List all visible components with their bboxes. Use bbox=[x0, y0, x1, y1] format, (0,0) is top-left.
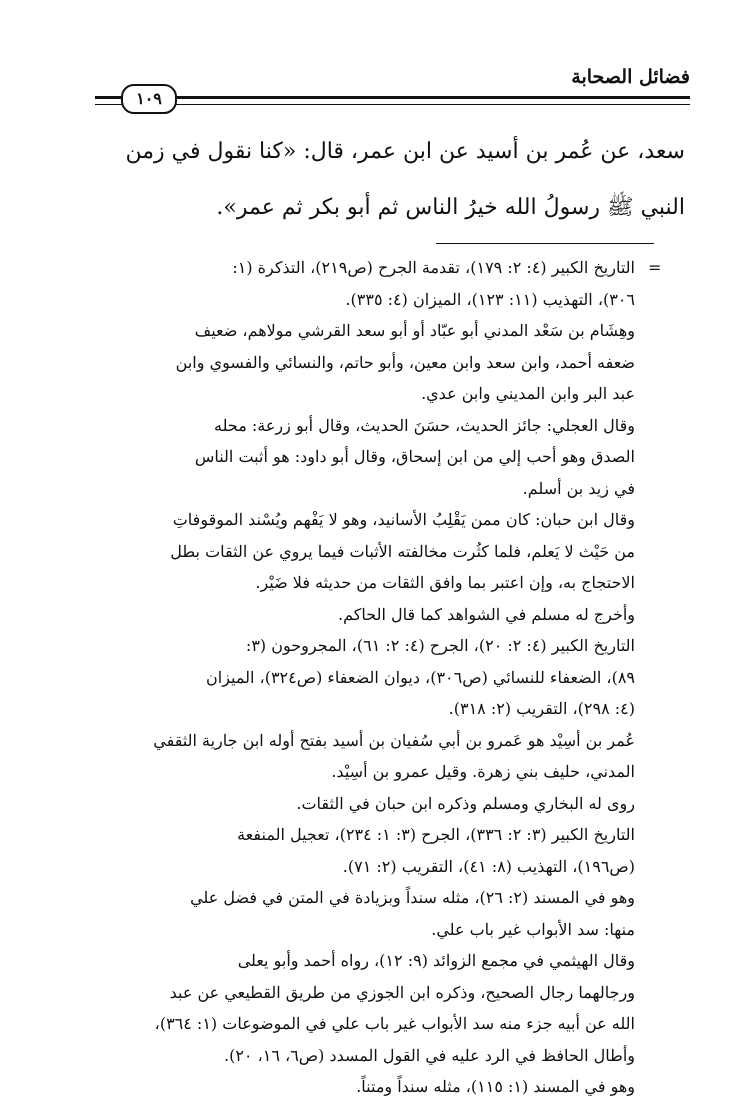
footnote-line: ضعفه أحمد، وابن سعد وابن معين، وأبو حاتم، والنسائي والفسوي وابن bbox=[175, 352, 635, 372]
page-header bbox=[95, 62, 690, 112]
main-text bbox=[100, 124, 685, 236]
footnote-line: روى له البخاري ومسلم وذكره ابن حبان في الثقات. bbox=[296, 793, 635, 813]
footnote-line: وقال العجلي: جائز الحديث، حسَنَ الحديث، وقال أبو زرعة: محله bbox=[214, 415, 635, 435]
running-title: فضائل الصحابة bbox=[571, 66, 690, 88]
footnote-line: ٣٠٦)، التهذيب (١١: ١٢٣)، الميزان (٤: ٣٣٥). bbox=[345, 289, 635, 309]
footnote-line: عبد البر وابن المديني وابن عدي. bbox=[421, 384, 635, 403]
page-number: ١٠٩ bbox=[121, 84, 177, 114]
footnote-line: ورجالهما رجال الصحيح، وذكره ابن الجوزي من طريق القطيعي عن عبد bbox=[169, 982, 635, 1002]
footnotes bbox=[100, 252, 635, 1103]
footnote-line: وأطال الحافظ في الرد عليه في القول المسدد (ص٦، ١٦، ٢٠). bbox=[224, 1045, 635, 1065]
footnote-line: الله عن أبيه جزء منه سد الأبواب غير باب علي في الموضوعات (١: ٣٦٤)، bbox=[154, 1014, 635, 1033]
main-text-line: سعد، عن عُمر بن أسيد عن ابن عمر، قال: «كنا نقول في زمن bbox=[125, 139, 685, 164]
footnote-line: الاحتجاج به، وإن اعتبر بما وافق الثقات من حديثه فلا ضَيْر. bbox=[255, 573, 635, 592]
footnote-line: وأخرج له مسلم في الشواهد كما قال الحاكم. bbox=[338, 604, 635, 624]
footnote-continuation-mark: = bbox=[648, 258, 662, 277]
footnote-line: التاريخ الكبير (٣: ٢: ٣٣٦)، الجرح (٣: ١: ٢٣٤)، تعجيل المنفعة bbox=[237, 825, 635, 844]
footnote-line: في زيد بن أسلم. bbox=[522, 478, 635, 498]
footnote-line: عُمر بن أسِيْد هو عَمرو بن أبي سُفيان بن أسيد بفتح أوله ابن جارية الثقفي bbox=[153, 730, 635, 750]
footnote-line: منها: سد الأبواب غير باب علي. bbox=[431, 919, 635, 939]
footnote-line: التاريخ الكبير (٤: ٢: ٢٠)، الجرح (٤: ٢: ٦١)، المجروحون (٣: bbox=[245, 636, 635, 655]
footnote-line: التاريخ الكبير (٤: ٢: ١٧٩)، تقدمة الجرح (ص٢١٩)، التذكرة (١: bbox=[232, 258, 635, 277]
footnote-line: (٤: ٢٩٨)، التقريب (٢: ٣١٨). bbox=[448, 699, 635, 718]
footnote-separator bbox=[436, 243, 654, 244]
footnote-line: وقال الهيثمي في مجمع الزوائد (٩: ١٢)، رواه أحمد وأبو يعلى bbox=[237, 951, 635, 970]
footnote-line: من حَيْث لا يَعلم، فلما كثُرت مخالفته الأثبات فيما يروي عن الثقات بطل bbox=[170, 541, 635, 561]
header-rule bbox=[95, 96, 690, 105]
footnote-line: ٨٩)، الضعفاء للنسائي (ص٣٠٦)، ديوان الضعفاء (ص٣٢٤)، الميزان bbox=[206, 667, 635, 687]
footnote-line: الصدق وهو أحب إلي من ابن إسحاق، وقال أبو داود: هو أثبت الناس bbox=[194, 447, 635, 466]
footnote-line: وهِشَام بن سَعْد المدني أبو عبّاد أو أبو سعد القرشي مولاهم، ضعيف bbox=[194, 321, 635, 340]
footnote-line: وقال ابن حبان: كان ممن يَقْلِبُ الأسانيد، وهو لا يَفْهم ويُسْند الموقوفاتِ bbox=[172, 510, 635, 529]
main-text-line: النبي ﷺ رسولُ الله خيرُ الناس ثم أبو بكر ثم عمر». bbox=[216, 195, 685, 220]
footnote-line: (ص١٩٦)، التهذيب (٨: ٤١)، التقريب (٢: ٧١). bbox=[342, 856, 635, 876]
footnote-line: المدني، حليف بني زهرة. وقيل عمرو بن أسِيْد. bbox=[331, 762, 635, 781]
footnote-line: وهو في المسند (٢: ٢٦)، مثله سنداً وبزيادة في المتن في فضل علي bbox=[190, 888, 635, 907]
footnote-line: وهو في المسند (١: ١١٥)، مثله سنداً ومتناً. bbox=[356, 1077, 635, 1096]
